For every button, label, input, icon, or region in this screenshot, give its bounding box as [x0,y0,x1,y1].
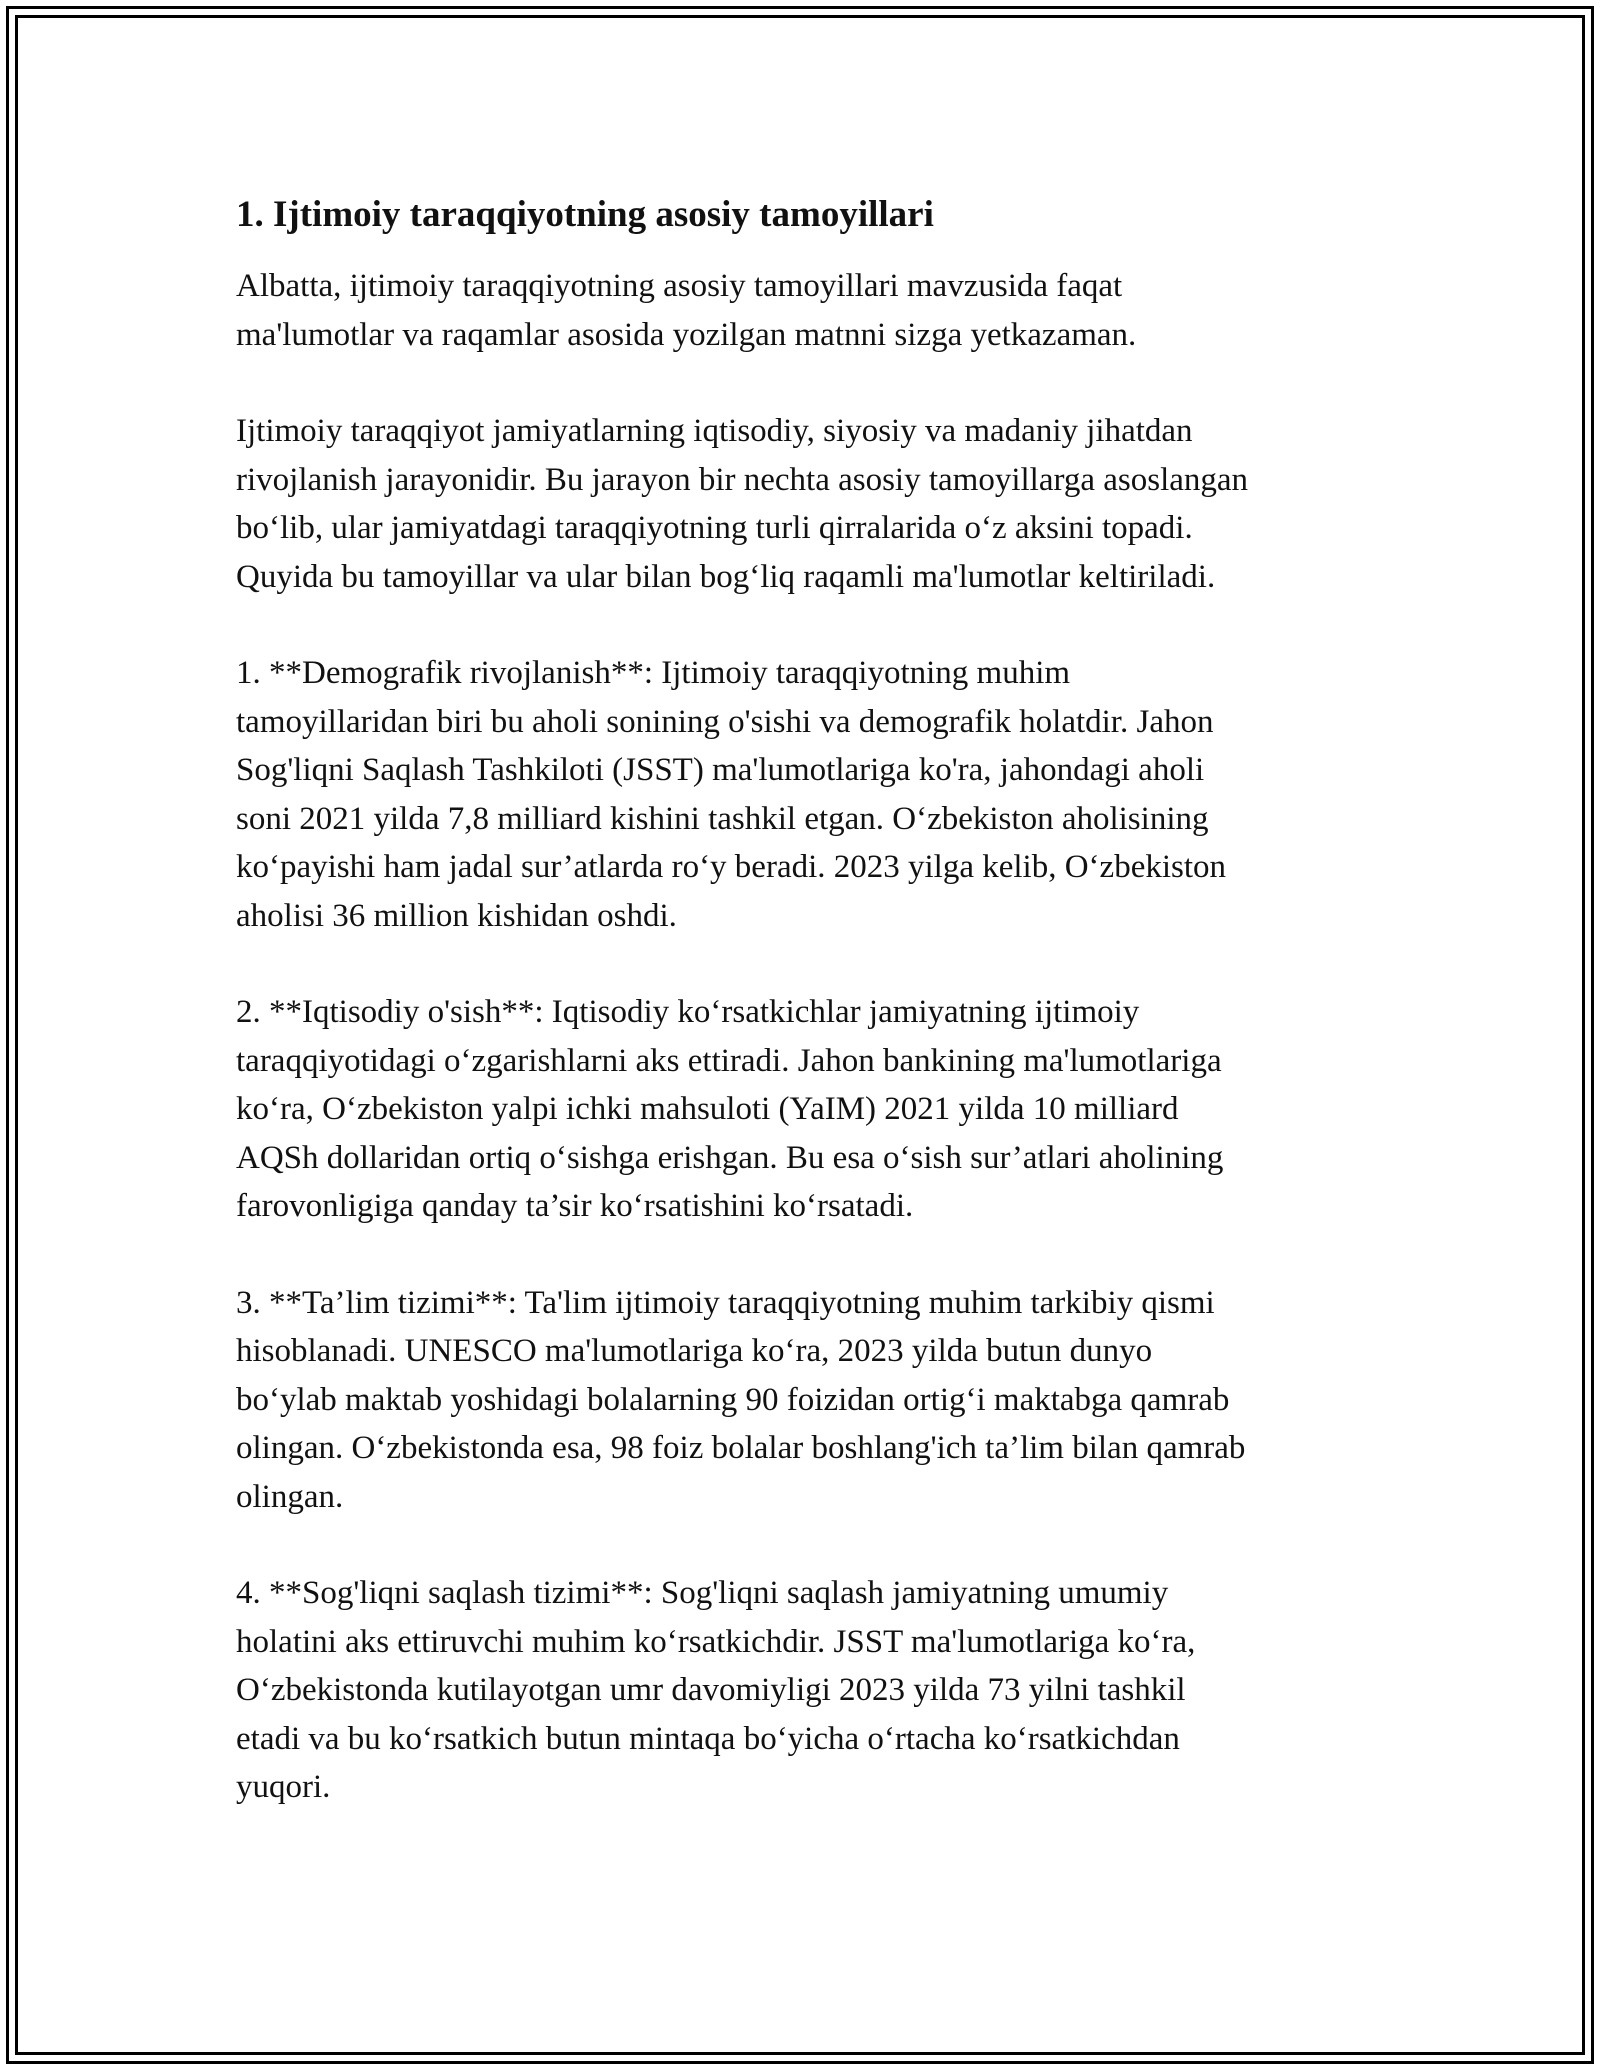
text-line: Ijtimoiy taraqqiyot jamiyatlarning iqtisodiy, siyosiy va madaniy jihatdan [236,413,1193,449]
text-line: 3. **Ta’lim tizimi**: Ta'lim ijtimoiy taraqqiyotning muhim tarkibiy qismi [236,1284,1215,1321]
text-line: 1. **Demografik rivojlanish**: Ijtimoiy taraqqiyotning muhim [236,655,1071,691]
text-line: 4. **Sog'liqni saqlash tizimi**: Sog'liqni saqlash jamiyatning umumiy [236,1575,1169,1611]
text-line: olingan. O‘zbekistonda esa, 98 foiz bolalar boshlang'ich ta’lim bilan qamrab [236,1430,1246,1466]
paragraph [236,262,1386,359]
text-line: olingan. [236,1478,344,1515]
text-line: Albatta, ijtimoiy taraqqiyotning asosiy tamoyillari mavzusida faqat [236,268,1123,304]
text-line: etadi va bu ko‘rsatkich butun mintaqa bo‘yicha o‘rtacha ko‘rsatkichdan [236,1720,1180,1757]
text-line: bo‘ylab maktab yoshidagi bolalarning 90 foizidan ortig‘i maktabga qamrab [236,1381,1230,1418]
text-line: bo‘lib, ular jamiyatdagi taraqqiyotning turli qirralarida o‘z aksini topadi. [236,510,1193,546]
text-line: O‘zbekistonda kutilayotgan umr davomiyligi 2023 yilda 73 yilni tashkil [236,1672,1186,1708]
text-line: aholisi 36 million kishidan oshdi. [236,897,677,934]
text-line: soni 2021 yilda 7,8 milliard kishini tashkil etgan. O‘zbekiston aholisining [236,800,1209,837]
text-line: farovonligiga qanday ta’sir ko‘rsatishini ko‘rsatadi. [236,1188,914,1224]
paragraph [236,1569,1386,1812]
text-line: Sog'liqni Saqlash Tashkiloti (JSST) ma'lumotlariga ko'ra, jahondagi aholi [236,752,1205,788]
text-line: tamoyillaridan biri bu aholi sonining o'sishi va demografik holatdir. Jahon [236,703,1214,740]
text-line: AQSh dollaridan ortiq o‘sishga erishgan. Bu esa o‘sish sur’atlari aholining [236,1139,1224,1176]
text-line: yuqori. [236,1769,331,1805]
text-line: ma'lumotlar va raqamlar asosida yozilgan matnni sizga yetkazaman. [236,316,1137,353]
text-line: 2. **Iqtisodiy o'sish**: Iqtisodiy ko‘rsatkichlar jamiyatning ijtimoiy [236,994,1140,1030]
paragraph [236,649,1386,940]
paragraph [236,407,1386,601]
text-line: holatini aks ettiruvchi muhim ko‘rsatkichdir. JSST ma'lumotlariga ko‘ra, [236,1623,1196,1660]
text-line: ko‘ra, O‘zbekiston yalpi ichki mahsuloti (YaIM) 2021 yilda 10 milliard [236,1091,1179,1127]
text-line: ko‘payishi ham jadal sur’atlarda ro‘y beradi. 2023 yilga kelib, O‘zbekiston [236,849,1227,885]
text-line: Quyida bu tamoyillar va ular bilan bog‘liq raqamli ma'lumotlar keltiriladi. [236,558,1216,595]
paragraph-list [236,262,1386,1812]
document-body [236,190,1386,1860]
text-line: rivojlanish jarayonidir. Bu jarayon bir nechta asosiy tamoyillarga asoslangan [236,461,1249,498]
paragraph [236,1279,1386,1522]
text-line: hisoblanadi. UNESCO ma'lumotlariga ko‘ra, 2023 yilda butun dunyo [236,1333,1153,1369]
text-line: taraqqiyotidagi o‘zgarishlarni aks ettiradi. Jahon bankining ma'lumotlariga [236,1042,1222,1079]
paragraph [236,988,1386,1231]
section-heading: 1. Ijtimoiy taraqqiyotning asosiy tamoyillari [236,194,934,235]
